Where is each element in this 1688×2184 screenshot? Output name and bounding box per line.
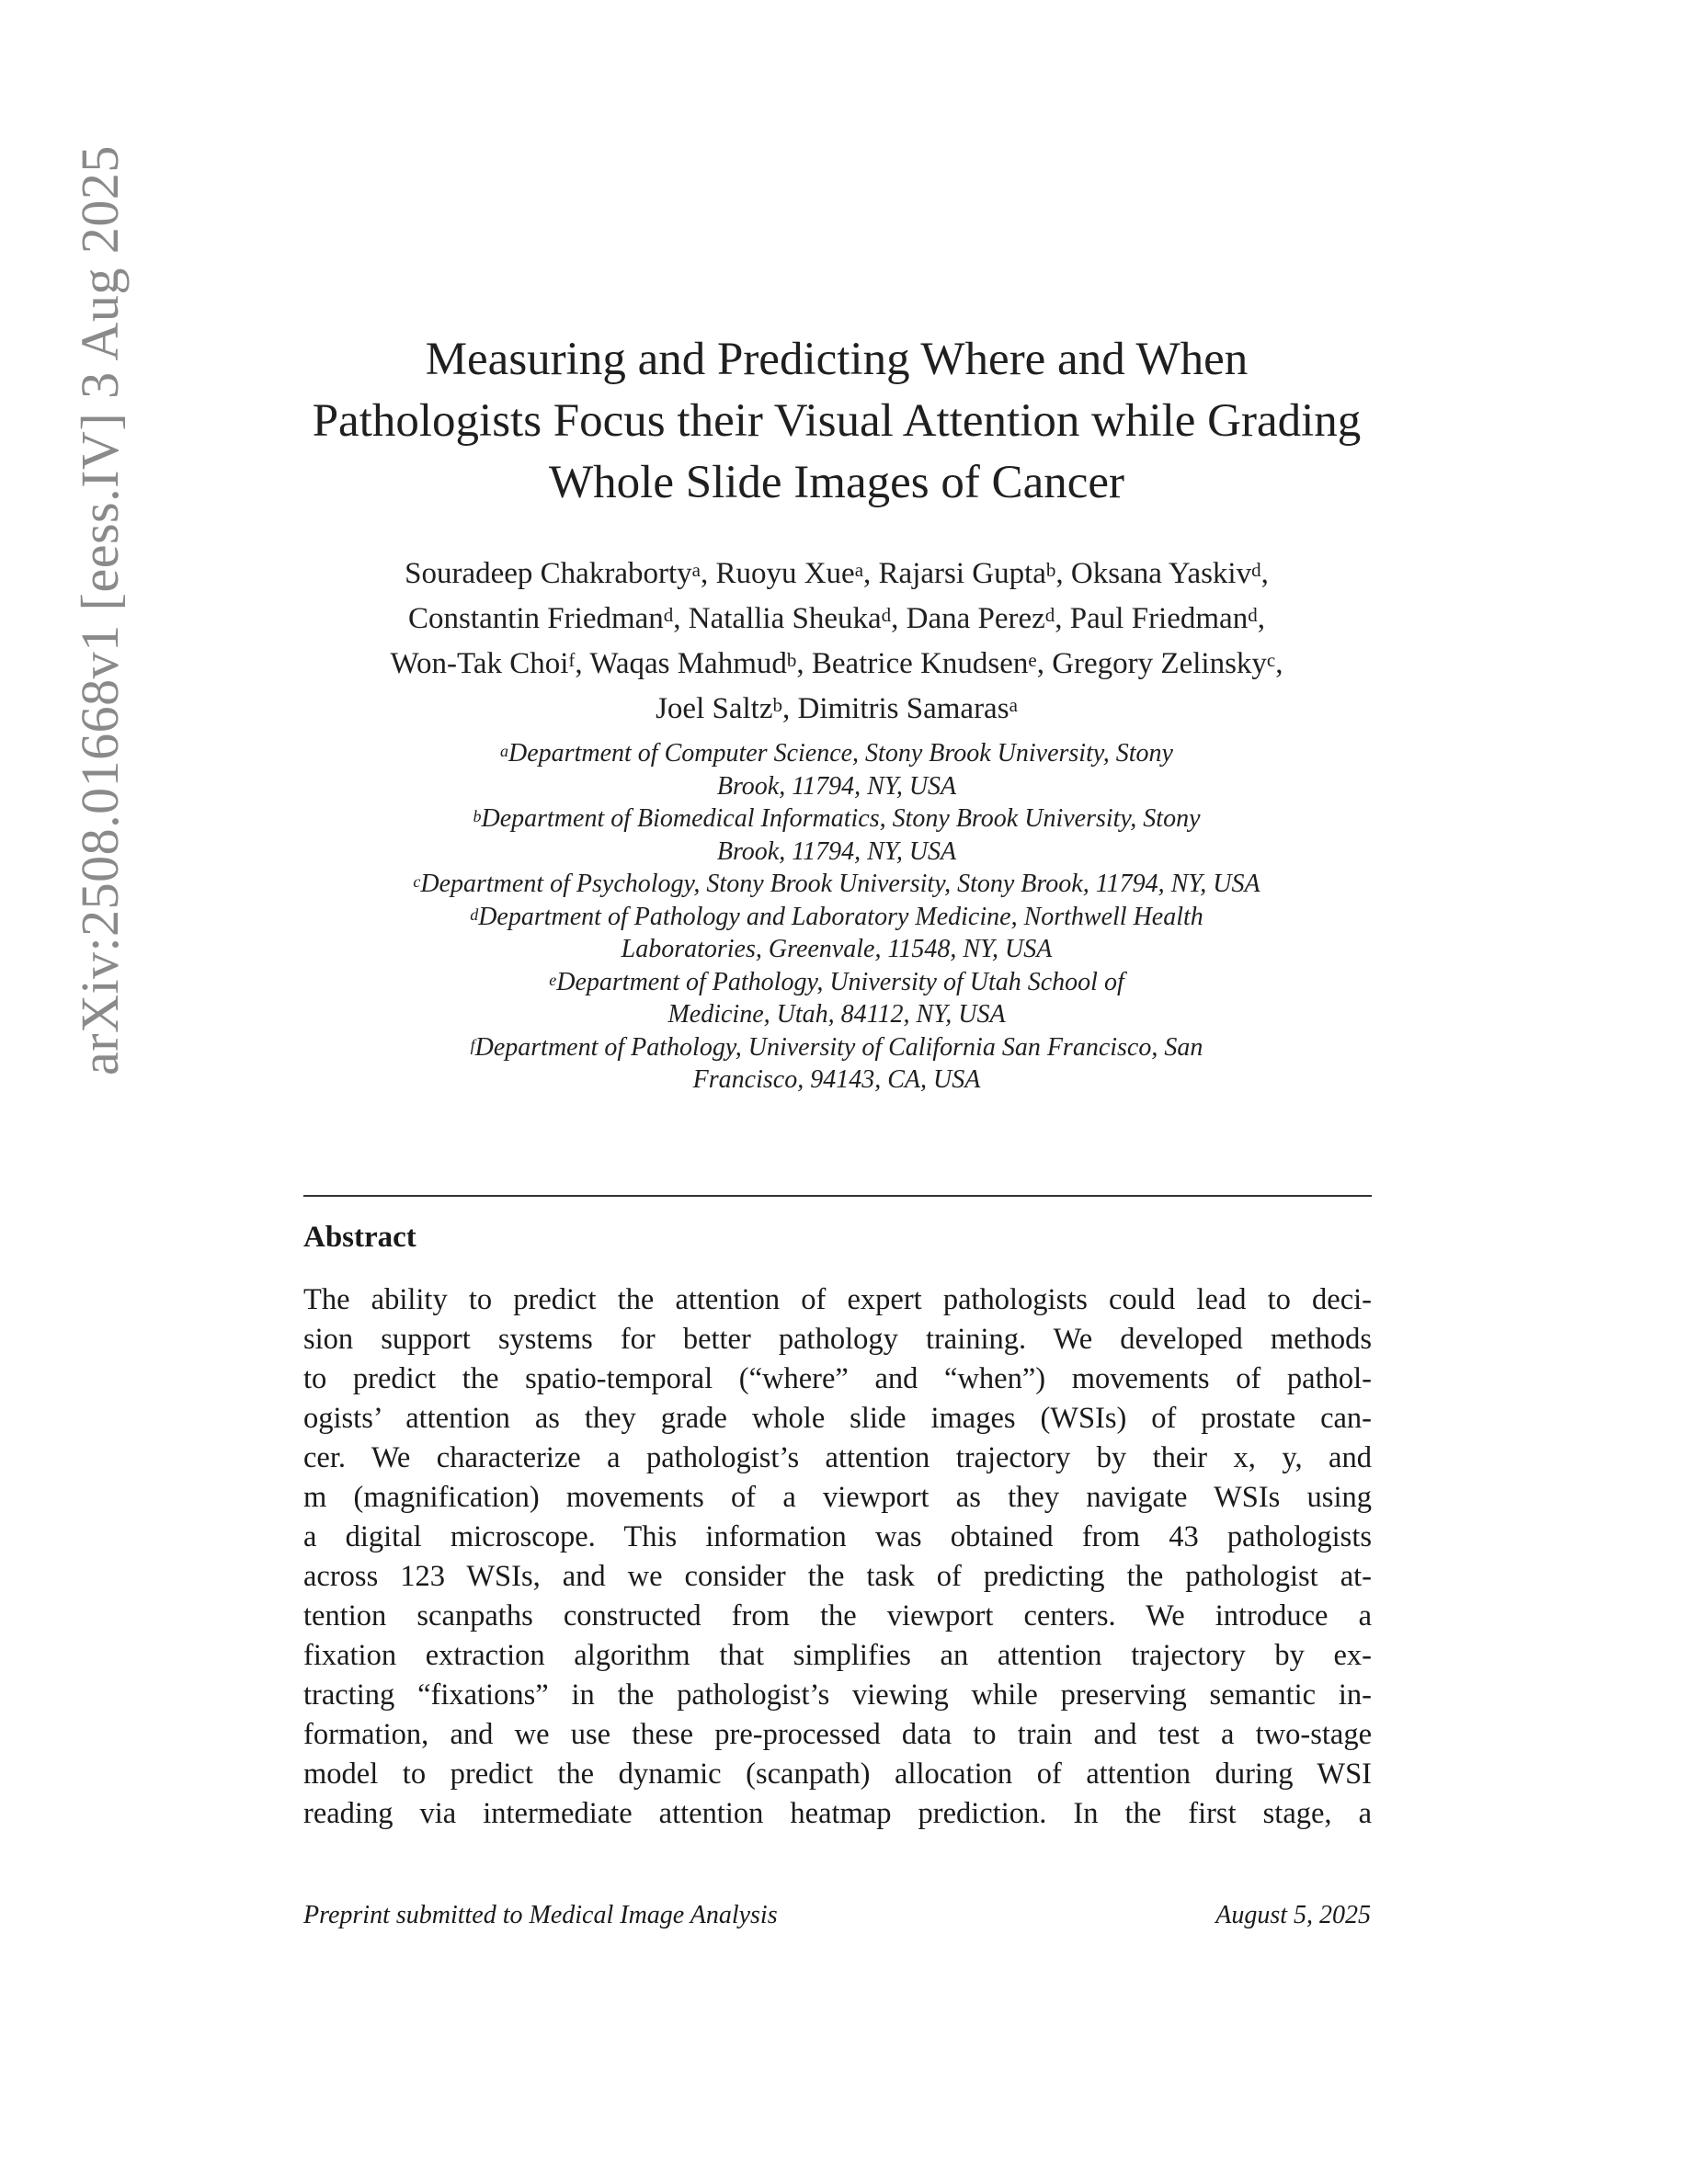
affiliation-line (303, 737, 1370, 770)
affiliation-line (303, 901, 1370, 934)
affiliation-line (303, 802, 1370, 836)
affiliation-text: Department of Pathology and Laboratory Medicine, Northwell Health (478, 902, 1203, 931)
affiliation-text: Laboratories, Greenvale, 11548, NY, USA (621, 935, 1053, 963)
affiliation-line (303, 933, 1370, 966)
affiliation-text: Department of Pathology, University of California San Francisco, San (474, 1032, 1203, 1062)
affiliation-line (303, 966, 1370, 999)
affiliation-marker: d (881, 604, 892, 626)
affiliation-marker: c (413, 872, 421, 891)
abstract-body (303, 1280, 1372, 1834)
affiliation-marker: a (854, 559, 864, 581)
affiliation-text: Department of Pathology, University of Utah School of (556, 967, 1124, 996)
affiliation-marker: c (1266, 649, 1276, 671)
paper-title (303, 329, 1370, 514)
author-name: Ruoyu Xue (715, 557, 855, 590)
affiliation-marker: e (1028, 649, 1037, 671)
affiliation-marker: d (1044, 604, 1055, 626)
footer-date: August 5, 2025 (1215, 1901, 1371, 1929)
affiliation-line (303, 868, 1370, 901)
affiliation-line (303, 1064, 1370, 1097)
title-line: Measuring and Predicting Where and When (425, 334, 1249, 385)
abstract-line: reading via intermediate attention heatmap prediction. In the first stage, a (303, 1797, 1372, 1830)
affiliation-marker: d (1251, 559, 1261, 581)
abstract-line: tracting “fixations” in the pathologist’s viewing while preserving semantic in- (303, 1678, 1372, 1712)
affiliation-line (303, 998, 1370, 1031)
author-name: Oksana Yaskiv (1070, 557, 1252, 590)
affiliation-marker: a (691, 559, 701, 581)
author-name: Dimitris Samaras (797, 692, 1009, 725)
affiliation-marker: d (1248, 604, 1258, 626)
author-list (303, 552, 1370, 732)
abstract-line: to predict the spatio-temporal (“where” and “when”) movements of pathol- (303, 1362, 1372, 1395)
author-name: Paul Friedman (1069, 602, 1249, 635)
author-line: Joel Saltz$^b$, Dimitris Samaras$^a$ (656, 692, 1018, 725)
affiliation-marker: e (549, 970, 557, 989)
author-name: Beatrice Knudsen (811, 647, 1029, 680)
title-line: Whole Slide Images of Cancer (549, 457, 1124, 508)
arxiv-identifier-stamp: arXiv:2508.01668v1 [eess.IV] 3 Aug 2025 (70, 145, 130, 1075)
author-name: Gregory Zelinsky (1052, 647, 1267, 680)
abstract-line: formation, and we use these pre-processed data to train and test a two-stage (303, 1718, 1372, 1751)
abstract-line: a digital microscope. This information was obtained from 43 pathologists (303, 1520, 1372, 1553)
affiliation-marker: b (772, 694, 782, 716)
affiliation-text: Francisco, 94143, CA, USA (692, 1065, 981, 1094)
affiliation-line (303, 836, 1370, 869)
author-name: Joel Saltz (656, 692, 773, 725)
affiliation-text: Department of Psychology, Stony Brook University, Stony Brook, 11794, NY, USA (420, 870, 1260, 898)
author-name: Dana Perez (906, 602, 1045, 635)
affiliation-text: Department of Biomedical Informatics, Stony Brook University, Stony (481, 804, 1201, 833)
affiliation-text: Department of Computer Science, Stony Brook University, Stony (508, 739, 1173, 768)
affiliation-marker: b (473, 807, 482, 825)
abstract-line: across 123 WSIs, and we consider the task of predicting the pathologist at- (303, 1560, 1372, 1593)
affiliation-list (303, 737, 1370, 1097)
affiliation-line (303, 770, 1370, 803)
abstract-line: ogists’ attention as they grade whole slide images (WSIs) of prostate can- (303, 1402, 1372, 1435)
author-name: Won-Tak Choi (390, 647, 569, 680)
author-line: Souradeep Chakraborty$^a$, Ruoyu Xue$^a$, Rajarsi Gupta$^b$, Oksana Yaskiv$^d$, (405, 557, 1269, 590)
section-divider (303, 1195, 1372, 1197)
abstract-line: sion support systems for better pathology training. We developed methods (303, 1323, 1372, 1356)
affiliation-marker: b (1045, 559, 1056, 581)
abstract-line: cer. We characterize a pathologist’s attention trajectory by their x, y, and (303, 1441, 1372, 1474)
abstract-line: fixation extraction algorithm that simplifies an attention trajectory by ex- (303, 1639, 1372, 1672)
abstract-line: m (magnification) movements of a viewport as they navigate WSIs using (303, 1481, 1372, 1514)
author-name: Natallia Sheuka (688, 602, 882, 635)
author-line: Won-Tak Choi$^f$, Waqas Mahmud$^b$, Beatrice Knudsen$^e$, Gregory Zelinsky$^c$, (390, 647, 1283, 680)
affiliation-marker: f (568, 649, 576, 671)
abstract-line: model to predict the dynamic (scanpath) allocation of attention during WSI (303, 1757, 1372, 1791)
author-line: Constantin Friedman$^d$, Natallia Sheuka$^d$, Dana Perez$^d$, Paul Friedman$^d$, (408, 602, 1265, 635)
affiliation-text: Brook, 11794, NY, USA (716, 836, 957, 866)
author-name: Souradeep Chakraborty (405, 557, 692, 590)
affiliation-line (303, 1031, 1370, 1064)
affiliation-marker: d (663, 604, 674, 626)
affiliation-marker: a (500, 742, 509, 760)
title-line: Pathologists Focus their Visual Attention while Grading (312, 395, 1362, 447)
author-name: Constantin Friedman (408, 602, 664, 635)
abstract-heading: Abstract (303, 1221, 416, 1254)
abstract-line: tention scanpaths constructed from the viewport centers. We introduce a (303, 1599, 1372, 1632)
affiliation-marker: f (470, 1035, 475, 1054)
abstract-line: The ability to predict the attention of expert pathologists could lead to deci- (303, 1283, 1372, 1316)
affiliation-marker: b (786, 649, 797, 671)
affiliation-text: Medicine, Utah, 84112, NY, USA (667, 1000, 1006, 1029)
author-name: Rajarsi Gupta (878, 557, 1046, 590)
affiliation-marker: d (470, 904, 479, 924)
affiliation-text: Brook, 11794, NY, USA (716, 771, 957, 801)
affiliation-marker: a (1009, 694, 1018, 716)
footer-journal-note: Preprint submitted to Medical Image Analysis (303, 1901, 778, 1929)
author-name: Waqas Mahmud (589, 647, 787, 680)
